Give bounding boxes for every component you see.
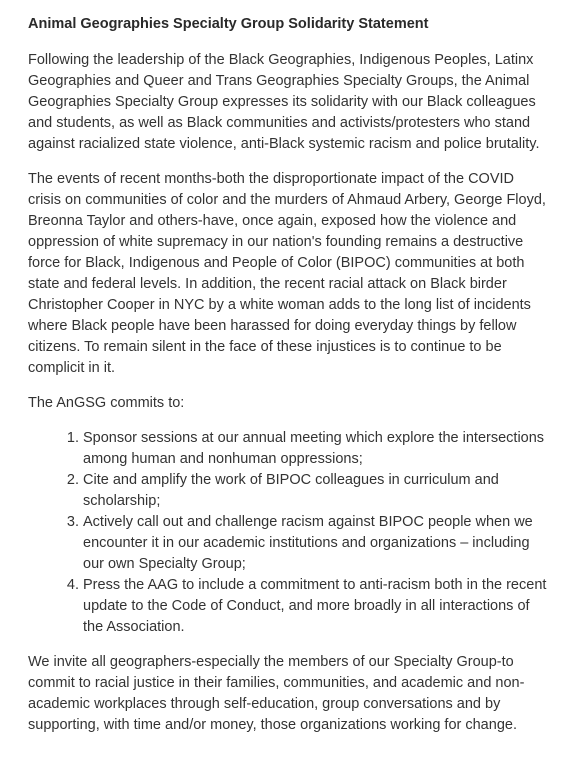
statement-title: Animal Geographies Specialty Group Solidarity Statement: [28, 16, 429, 32]
commitment-item: 4. Press the AAG to include a commitment to anti-racism both in the recent update to the Code of Conduct, and more broadly in all interactions of the Association.: [83, 575, 549, 638]
closing-paragraph: We invite all geographers-especially the members of our Specialty Group-to commit to racial justice in their families, communities, and academic and non-academic workplaces through self-education, group conversations and by supporting, with time and/or money, those organizations working for change.: [28, 654, 525, 733]
commitments-list: [28, 428, 549, 638]
commitment-item: 1. Sponsor sessions at our annual meeting which explore the intersections among human and nonhuman oppressions;: [83, 428, 549, 470]
commitment-item: 2. Cite and amplify the work of BIPOC colleagues in curriculum and scholarship;: [83, 470, 549, 512]
commitment-item: 3. Actively call out and challenge racism against BIPOC people when we encounter it in our academic institutions and organizations – including our own Specialty Group;: [83, 512, 549, 575]
recent-events-paragraph: The events of recent months-both the disproportionate impact of the COVID crisis on communities of color and the murders of Ahmaud Arbery, George Floyd, Breonna Taylor and others-have, once again, exposed how the violence and oppression of white supremacy in our nation's founding remains a destructive force for Black, Indigenous and People of Color (BIPOC) communities at both state and federal levels. In addition, the recent racial attack on Black birder Christopher Cooper in NYC by a white woman adds to the long list of incidents where Black people have been harassed for doing everyday things by fellow citizens. To remain silent in the face of these injustices is to continue to be complicit in it.: [28, 171, 546, 376]
solidarity-paragraph: Following the leadership of the Black Geographies, Indigenous Peoples, Latinx Geographies and Queer and Trans Geographies Specialty Groups, the Animal Geographies Specialty Group expresses its solidarity with our Black colleagues and students, as well as Black communities and activists/protesters who stand against racialized state violence, anti-Black systemic racism and police brutality.: [28, 52, 540, 152]
commits-intro: The AnGSG commits to:: [28, 395, 185, 411]
